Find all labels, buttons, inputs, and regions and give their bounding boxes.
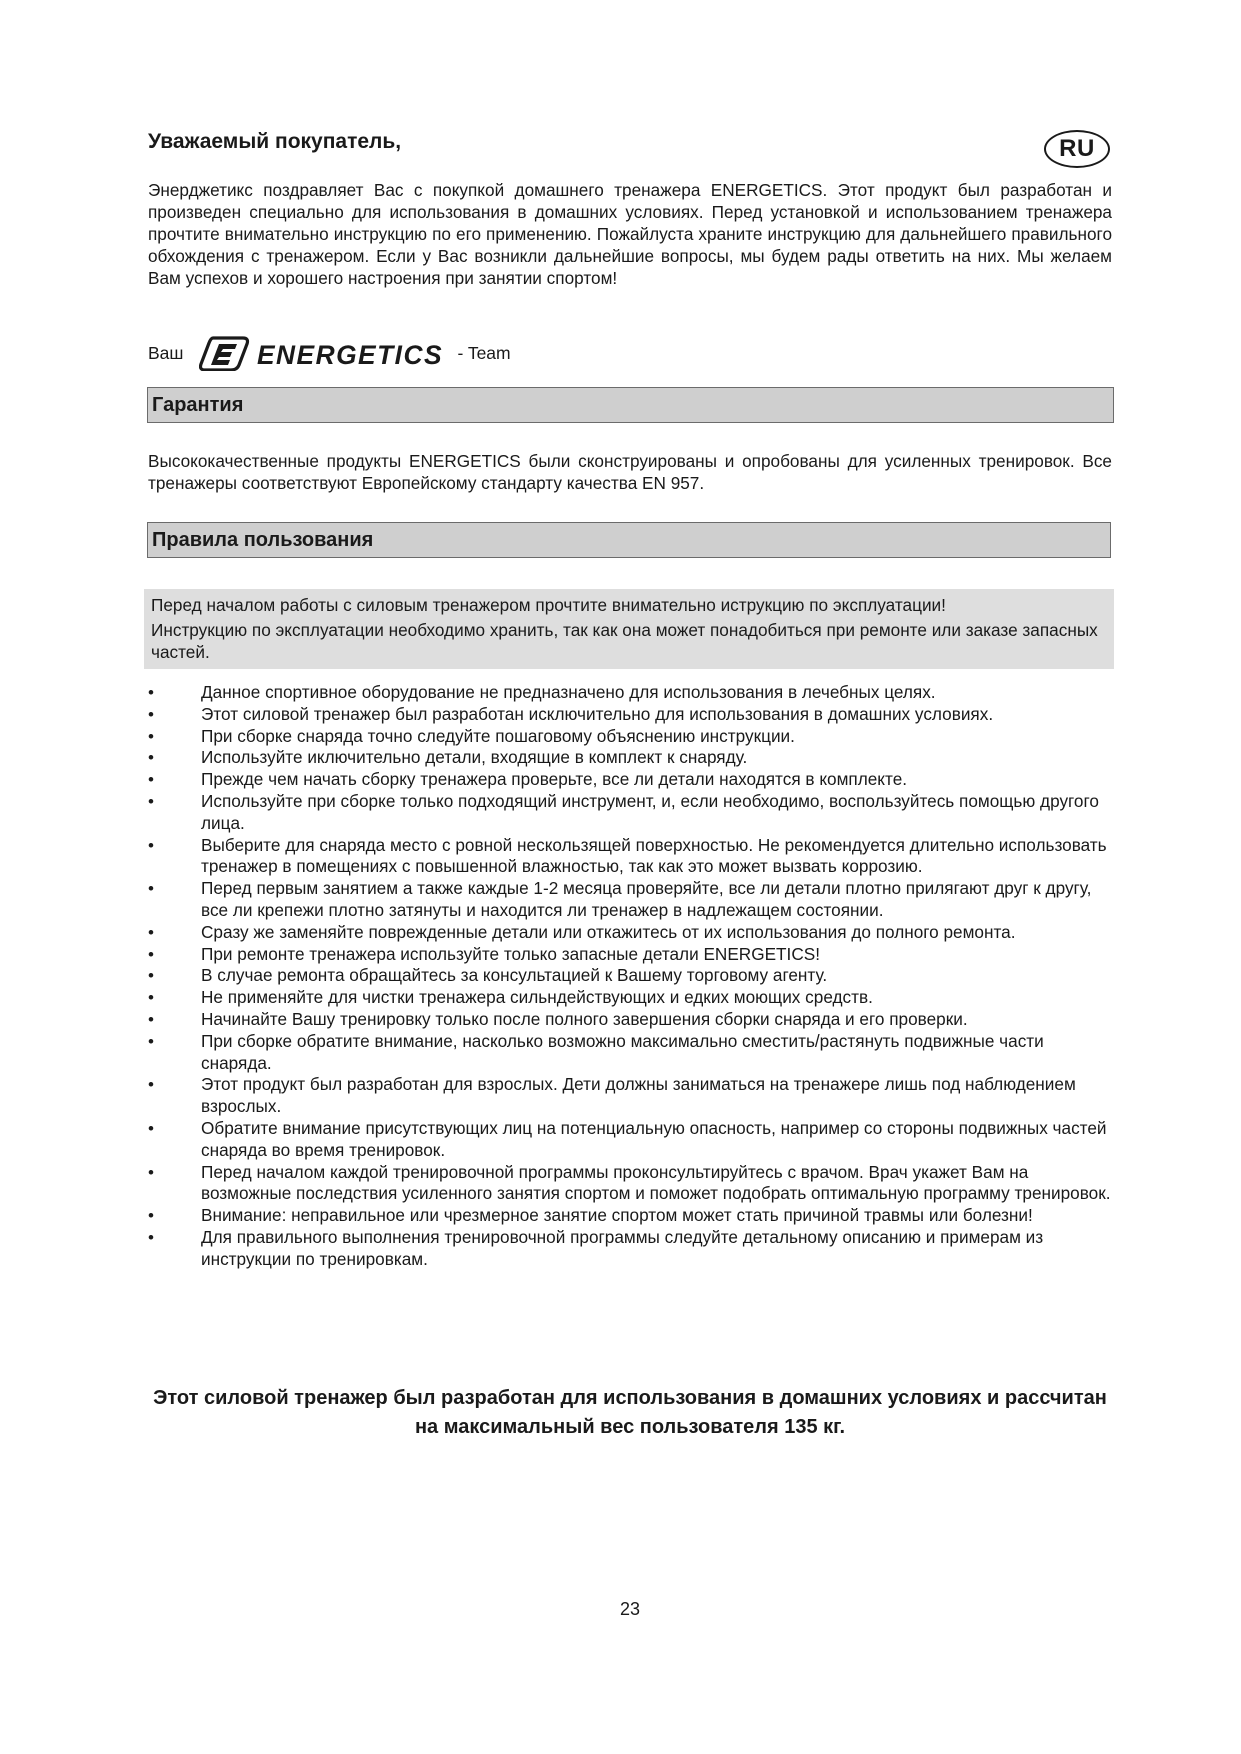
rules-list-item: • Внимание: неправильное или чрезмерное занятие спортом может стать причиной травмы или болезни! bbox=[148, 1205, 1114, 1227]
rules-list-item: • Начинайте Вашу тренировку только после полного завершения сборки снаряда и его проверки. bbox=[148, 1009, 1114, 1031]
language-badge: RU bbox=[1044, 130, 1110, 168]
max-weight-note: Этот силовой тренажер был разработан для использования в домашних условиях и рассчитан на максимальный вес пользователя 135 кг. bbox=[153, 1387, 1107, 1438]
rules-list-item: • Сразу же заменяйте поврежденные детали или откажитесь от их использования до полного ремонта. bbox=[148, 922, 1114, 944]
rules-list-item: • Используйте при сборке только подходящий инструмент, и, если необходимо, воспользуйтесь помощью другого лица. bbox=[148, 791, 1114, 835]
rules-list-item: • Перед началом каждой тренировочной программы проконсультируйтесь с врачом. Врач укажет Вам на возможные последствия усиленного занятия спортом и поможет подобрать оптимальную программу тренировок. bbox=[148, 1162, 1114, 1206]
rules-list-item: • При сборке снаряда точно следуйте пошаговому объяснению инструкции. bbox=[148, 726, 1114, 748]
rules-list bbox=[148, 682, 1114, 1271]
rules-list-item: • Для правильного выполнения тренировочной программы следуйте детальному описанию и примерам из инструкции по тренировкам. bbox=[148, 1227, 1114, 1271]
rules-list-item: • Используйте иключительно детали, входящие в комплект к снаряду. bbox=[148, 747, 1114, 769]
rules-list-item: • Перед первым занятием а также каждые 1-2 месяца проверяйте, все ли детали плотно прилягают друг к другу, все ли крепежи плотно затянуты и находится ли тренажер в надлежащем состоянии. bbox=[148, 878, 1114, 922]
rules-list-item: • Этот продукт был разработан для взрослых. Дети должны заниматься на тренажере лишь под наблюдением взрослых. bbox=[148, 1074, 1114, 1118]
rules-list-item: • Выберите для снаряда место с ровной нескользящей поверхностью. Не рекомендуется длительно использовать тренажер в помещениях с повышенной влажностью, так как это может вызвать коррозию. bbox=[148, 835, 1114, 879]
page-number: 23 bbox=[619, 1599, 641, 1619]
rules-list-item: • При ремонте тренажера используйте только запасные детали ENERGETICS! bbox=[148, 944, 1114, 966]
greeting-heading: Уважаемый покупатель, bbox=[148, 130, 402, 153]
signature-prefix: Ваш bbox=[148, 342, 184, 363]
rules-list-item: • Прежде чем начать сборку тренажера проверьте, все ли детали находятся в комплекте. bbox=[148, 769, 1114, 791]
signature-line bbox=[148, 335, 511, 371]
intro-paragraph: Энерджетикс поздравляет Вас с покупкой домашнего тренажера ENERGETICS. Этот продукт был разработан и произведен специально для использования в домашних условиях. Перед установкой и использованием тренажера прочтите внимательно инструкцию по его применению. Пожайлуста храните инструкцию для дальнейшего правильного обхождения с тренажером. Если у Вас возникли дальнейшие вопросы, мы будем рады ответить на них. Мы желаем Вам успехов и хорошего настроения при занятии спортом! bbox=[148, 180, 1112, 288]
energetics-emblem-icon bbox=[201, 338, 248, 370]
notice-line: Инструкцию по эксплуатации необходимо хранить, так как она может понадобиться при ремонте или заказе запасных частей. bbox=[151, 620, 1098, 662]
notice-line: Перед началом работы с силовым тренажером прочтите внимательно иструкцию по эксплуатации! bbox=[151, 595, 946, 615]
energetics-logo bbox=[199, 335, 449, 371]
rules-list-item: • В случае ремонта обращайтесь за консультацией к Вашему торговому агенту. bbox=[148, 965, 1114, 987]
warranty-section-header: Гарантия bbox=[147, 387, 1114, 423]
notice-box bbox=[144, 589, 1114, 669]
rules-list-item: • Не применяйте для чистки тренажера сильндействующих и едких моющих средств. bbox=[148, 987, 1114, 1009]
rules-list-item: • Обратите внимание присутствующих лиц на потенциальную опасность, например со стороны подвижных частей снаряда во время тренировок. bbox=[148, 1118, 1114, 1162]
warranty-paragraph: Высококачественные продукты ENERGETICS были сконструированы и опробованы для усиленных тренировок. Все тренажеры соответствуют Европейскому стандарту качества EN 957. bbox=[148, 451, 1112, 493]
rules-list-item: • При сборке обратите внимание, насколько возможно максимально сместить/растянуть подвижные части снаряда. bbox=[148, 1031, 1114, 1075]
rules-list-item: • Этот силовой тренажер был разработан исключительно для использования в домашних условиях. bbox=[148, 704, 1114, 726]
rules-list-item: • Данное спортивное оборудование не предназначено для использования в лечебных целях. bbox=[148, 682, 1114, 704]
rules-section-header: Правила пользования bbox=[147, 522, 1111, 558]
energetics-wordmark: ENERGETICS bbox=[257, 340, 444, 370]
signature-suffix: - Team bbox=[457, 342, 511, 363]
